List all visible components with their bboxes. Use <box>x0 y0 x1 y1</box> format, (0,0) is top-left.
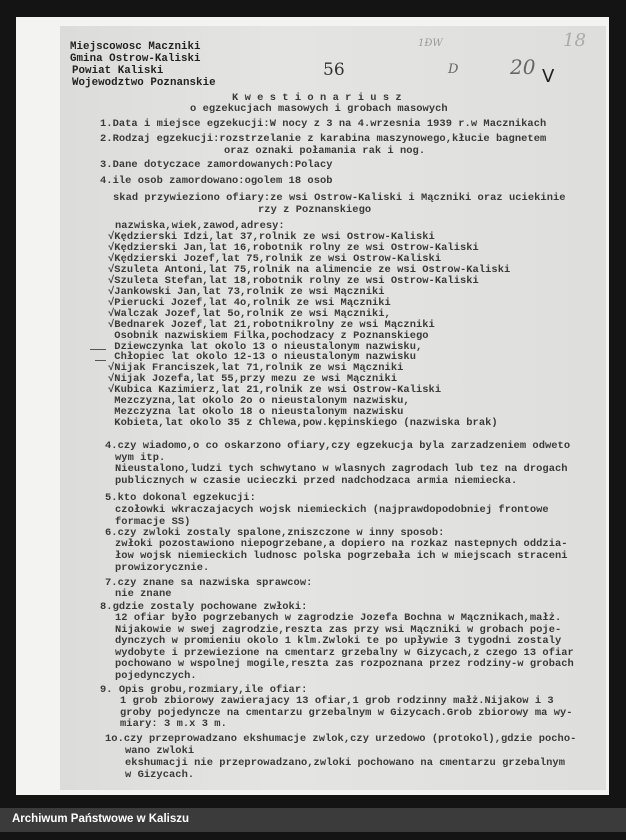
questionnaire-line: w Gizycach. <box>125 769 195 781</box>
victim-list-item: Mezczyzna lat okolo 18 o nieustalonym nazwisku <box>108 406 404 419</box>
archive-footer <box>0 808 626 832</box>
victim-list-item: √Kędzierski Idzi,lat 37,rolnik ze wsi Ostrow-Kaliski <box>108 231 435 243</box>
victim-list-item: Osobnik nazwiskiem Filka,pochodzacy z Poznanskiego <box>108 329 429 342</box>
questionnaire-line: oraz oznaki połamania rak i nog. <box>224 145 426 157</box>
questionnaire-line: 4.ile osob zamordowano:ogolem 18 osob <box>100 175 333 187</box>
archive-label: Archiwum Państwowe w Kaliszu <box>12 813 190 825</box>
questionnaire-line: 8.gdzie zostaly pochowane zwłoki: <box>100 601 308 613</box>
questionnaire-line: pochowano w wspolnej mogile,reszta zas rozpoznana przez rodziny-w grobach <box>115 658 574 670</box>
questionnaire-line: nie znane <box>115 588 172 600</box>
questionnaire-line: 1o.czy przeprowadzano ekshumacje zwlok,czy urzedowo (protokol),gdzie pocho- <box>105 733 577 745</box>
questionnaire-line: 2.Rodzaj egzekucji:rozstrzelanie z karabina maszynowego,kłucie bagnetem <box>100 133 547 145</box>
questionnaire-line: Nijakowie w swej zagrodzie,reszta zas przy wsi Mączniki w grobach poje- <box>115 624 562 636</box>
questionnaire-line: 1.Data i miejsce egzekucji:W nocy z 3 na 4.wrzesnia 1939 r.w Macznikach <box>100 118 547 130</box>
victim-list-item: √Szuleta Stefan,lat 18,robotnik rolny ze wsi Ostrow-Kaliski <box>108 274 479 287</box>
questionnaire-line: 1 grob zbiorowy zawierajacy 13 ofiar,1 grob rodzinny małż.Nijakow i 3 <box>120 695 554 707</box>
document-subtitle: o egzekucjach masowych i grobach masowych <box>190 103 448 115</box>
questionnaire-line: ekshumacji nie przeprowadzano,zwloki pochowano na cmentarzu grzebalnym <box>125 757 565 769</box>
document-title: K w e s t i o n a r i u s z <box>232 92 402 104</box>
victim-list-item: √Nijak Jozefa,lat 55,przy mezu ze wsi Mączniki <box>108 373 398 386</box>
questionnaire-line: miary: 3 m.x 3 m. <box>120 718 227 730</box>
location-header-line: Powiat Kaliski <box>72 65 164 77</box>
questionnaire-line: nazwiska,wiek,zawod,adresy: <box>115 220 285 232</box>
handwritten-note: 1ÐW <box>418 38 443 49</box>
victim-list-item: √Jankowski Jan,lat 73,rolnik ze wsi Mączniki <box>108 285 385 298</box>
questionnaire-line: czołowki wkraczajacych wojsk niemieckich (najprawdopodobniej frontowe <box>115 504 549 516</box>
victim-list-item: Mezczyzna,lat okolo 2o o nieustalonym nazwisku, <box>108 395 410 408</box>
victim-list-item: √Nijak Franciszek,lat 71,rolnik ze wsi Mączniki <box>108 362 404 375</box>
page-number: 56 <box>323 60 345 80</box>
questionnaire-line: 3.Dane dotyczace zamordowanych:Polacy <box>100 159 333 171</box>
handwritten-note: 18 <box>563 30 586 51</box>
handwritten-note: 20 <box>510 55 536 79</box>
questionnaire-line: 9. Opis grobu,rozmiary,ile ofiar: <box>100 684 308 696</box>
questionnaire-line: wydobyte i przewiezione na cmentarz grzebalny w Gizycach,z czego 13 ofiar <box>115 647 574 659</box>
questionnaire-line: skad przywieziono ofiary:ze wsi Ostrow-Kaliski i Mączniki oraz uciekinie <box>113 192 566 204</box>
handwritten-dash <box>90 349 106 350</box>
victim-list-item: √Szuleta Antoni,lat 75,rolnik na alimencie ze wsi Ostrow-Kaliski <box>108 263 511 276</box>
questionnaire-line: zwłoki pozostawiono niepogrzebane,a dopiero na rozkaz nastepnych oddzia- <box>115 538 568 550</box>
questionnaire-line: groby pojedyncze na cmentarzu grzebalnym w Gizycach.Grob zbiorowy ma wy- <box>120 707 573 719</box>
questionnaire-line: dynczych w promieniu okolo 1 klm.Zwloki te po upływie 3 tygodni zostaly <box>115 635 562 647</box>
questionnaire-line: 4.czy wiadomo,o co oskarzono ofiary,czy egzekucja byla zarzadzeniem odweto <box>105 440 571 452</box>
questionnaire-line: formacje SS) <box>115 516 191 528</box>
victim-list-item: √Bednarek Jozef,lat 21,robotnikrolny ze wsi Mączniki <box>108 318 435 331</box>
location-header-line: Miejscowosc Maczniki <box>70 41 201 53</box>
location-header-line: Wojewodztwo Poznanskie <box>72 77 216 89</box>
handwritten-note: D <box>448 62 459 77</box>
questionnaire-line: 7.czy znane sa nazwiska sprawcow: <box>105 577 313 589</box>
questionnaire-line: Nieustalono,ludzi tych schwytano w wlasnych zagrodach lub tez na drogach <box>115 463 568 475</box>
questionnaire-line: wym itp. <box>115 452 166 464</box>
handwritten-check: V <box>542 66 555 87</box>
questionnaire-line: łow wojsk niemieckich ludnosc polska pogrzebała ich w miejscach straceni <box>115 550 568 562</box>
victim-list-item: √Kędzierski Jan,lat 16,robotnik rolny ze wsi Ostrow-Kaliski <box>108 241 479 254</box>
location-header-line: Gmina Ostrow-Kaliski <box>70 53 201 65</box>
victim-list-item: √Walczak Jozef,lat 5o,rolnik ze wsi Mączniki, <box>108 307 391 320</box>
questionnaire-line: prowizorycznie. <box>115 562 210 574</box>
questionnaire-line: wano zwloki <box>125 745 195 757</box>
victim-list-item: √Pierucki Jozef,lat 4o,rolnik ze wsi Mączniki <box>108 296 391 309</box>
questionnaire-line: 6.czy zwloki zostaly spalone,zniszczone w inny sposob: <box>105 527 445 539</box>
victim-list-item: √Kędzierski Jozef,lat 75,rolnik ze wsi Ostrow-Kaliski <box>108 252 442 265</box>
victim-list-item: Kobieta,lat okolo 35 z Chlewa,pow.kępinskiego (nazwiska brak) <box>108 417 498 430</box>
victim-list-item: Dziewczynka lat okolo 13 o nieustalonym nazwisku, <box>108 340 423 353</box>
questionnaire-line: 5.kto dokonal egzekucji: <box>105 492 256 504</box>
questionnaire-line: 12 ofiar było pogrzebanych w zagrodzie Jozefa Bochna w Mącznikach,małż. <box>115 612 562 624</box>
questionnaire-line: rzy z Poznanskiego <box>258 204 372 216</box>
questionnaire-line: publicznych w czasie ucieczki przed nadchodzaca armia niemiecka. <box>115 475 518 487</box>
victim-list-item: Chłopiec lat okolo 12-13 o nieustalonym nazwisku <box>108 351 416 364</box>
handwritten-dash <box>95 360 106 361</box>
victim-list-item: √Kubica Kazimierz,lat 21,rolnik ze wsi Ostrow-Kaliski <box>108 384 442 397</box>
questionnaire-line: pojedynczych. <box>115 670 197 682</box>
